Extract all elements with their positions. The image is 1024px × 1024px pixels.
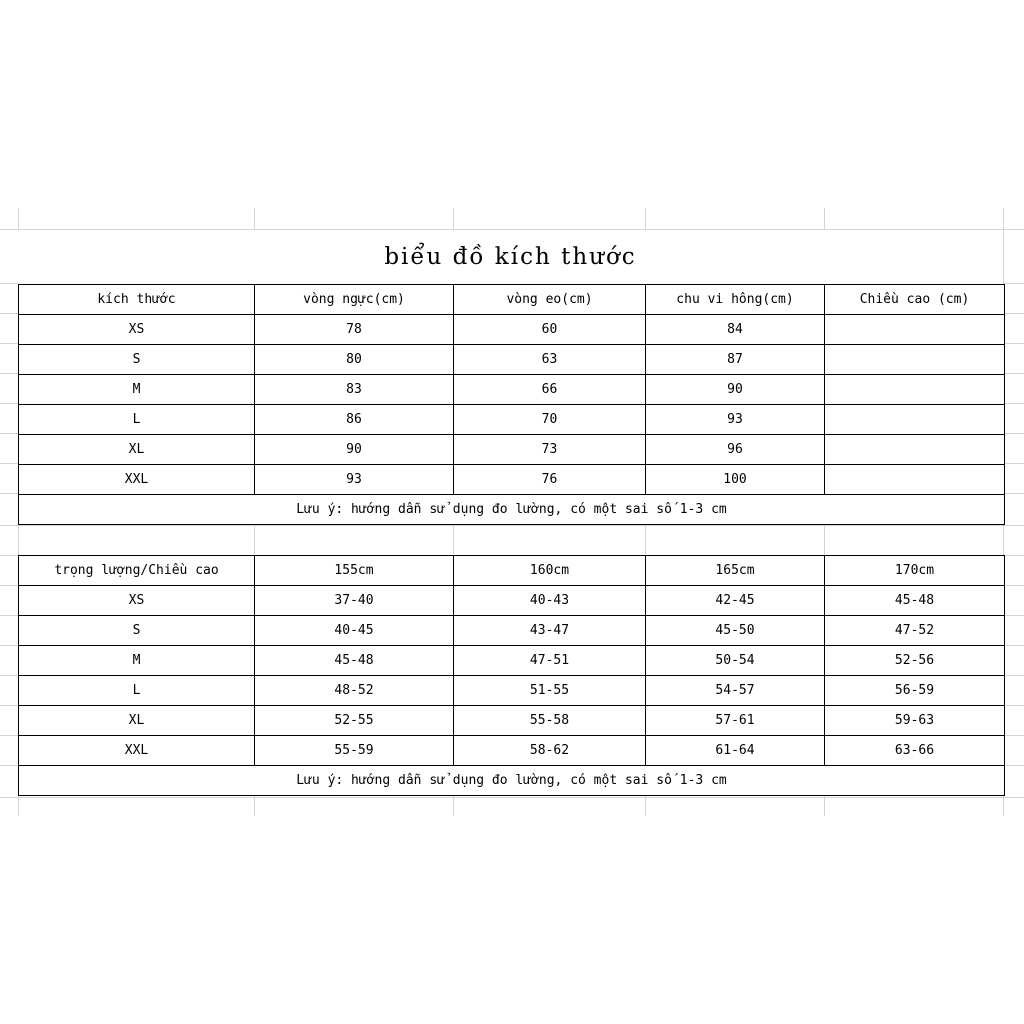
value-cell[interactable]: 60 <box>454 315 646 345</box>
value-cell[interactable]: 90 <box>646 375 825 405</box>
value-cell[interactable]: 45-48 <box>825 586 1005 616</box>
table-row <box>19 405 1005 435</box>
value-cell[interactable]: 76 <box>454 465 646 495</box>
size-label-cell[interactable]: XS <box>19 315 255 345</box>
value-cell[interactable]: 57-61 <box>646 706 825 736</box>
table-row <box>19 345 1005 375</box>
value-cell[interactable]: 84 <box>646 315 825 345</box>
value-cell[interactable]: 70 <box>454 405 646 435</box>
value-cell[interactable]: 66 <box>454 375 646 405</box>
value-cell[interactable]: 58-62 <box>454 736 646 766</box>
size-label-cell[interactable]: XL <box>19 435 255 465</box>
value-cell[interactable]: 59-63 <box>825 706 1005 736</box>
value-cell[interactable]: 52-55 <box>255 706 454 736</box>
value-cell[interactable]: 47-51 <box>454 646 646 676</box>
table-row <box>19 616 1005 646</box>
weight-height-header-cell[interactable]: trọng lượng/Chiều cao <box>19 556 255 586</box>
value-cell[interactable] <box>825 405 1005 435</box>
value-cell[interactable] <box>825 375 1005 405</box>
value-cell[interactable]: 40-45 <box>255 616 454 646</box>
size-label-cell[interactable]: XS <box>19 586 255 616</box>
table-row <box>19 646 1005 676</box>
size-label-cell[interactable]: S <box>19 616 255 646</box>
weight-height-header-cell[interactable]: 155cm <box>255 556 454 586</box>
weight-height-table <box>18 555 1005 796</box>
value-cell[interactable]: 61-64 <box>646 736 825 766</box>
table-row <box>19 465 1005 495</box>
value-cell[interactable]: 43-47 <box>454 616 646 646</box>
value-cell[interactable]: 83 <box>255 375 454 405</box>
value-cell[interactable]: 47-52 <box>825 616 1005 646</box>
value-cell[interactable]: 40-43 <box>454 586 646 616</box>
size-label-cell[interactable]: XL <box>19 706 255 736</box>
value-cell[interactable]: 100 <box>646 465 825 495</box>
table-row <box>19 706 1005 736</box>
size-label-cell[interactable]: L <box>19 676 255 706</box>
table-row <box>19 315 1005 345</box>
value-cell[interactable] <box>825 435 1005 465</box>
weight-height-header-cell[interactable]: 170cm <box>825 556 1005 586</box>
value-cell[interactable]: 42-45 <box>646 586 825 616</box>
value-cell[interactable]: 63-66 <box>825 736 1005 766</box>
gridline <box>0 797 1024 798</box>
value-cell[interactable]: 63 <box>454 345 646 375</box>
measurement-note-row <box>19 495 1005 525</box>
measurement-header-row <box>19 285 1005 315</box>
value-cell[interactable]: 52-56 <box>825 646 1005 676</box>
value-cell[interactable]: 37-40 <box>255 586 454 616</box>
value-cell[interactable]: 56-59 <box>825 676 1005 706</box>
value-cell[interactable]: 90 <box>255 435 454 465</box>
weight-height-header-cell[interactable]: 165cm <box>646 556 825 586</box>
measurement-header-cell[interactable]: chu vi hông(cm) <box>646 285 825 315</box>
value-cell[interactable]: 55-58 <box>454 706 646 736</box>
chart-title: biểu đồ kích thước <box>18 230 1003 284</box>
value-cell[interactable]: 78 <box>255 315 454 345</box>
value-cell[interactable]: 96 <box>646 435 825 465</box>
value-cell[interactable]: 73 <box>454 435 646 465</box>
value-cell[interactable]: 87 <box>646 345 825 375</box>
size-label-cell[interactable]: L <box>19 405 255 435</box>
size-label-cell[interactable]: M <box>19 646 255 676</box>
measurement-header-cell[interactable]: Chiều cao (cm) <box>825 285 1005 315</box>
value-cell[interactable]: 50-54 <box>646 646 825 676</box>
weight-height-note-row <box>19 766 1005 796</box>
size-label-cell[interactable]: S <box>19 345 255 375</box>
size-label-cell[interactable]: XXL <box>19 736 255 766</box>
value-cell[interactable]: 93 <box>646 405 825 435</box>
table-row <box>19 586 1005 616</box>
table-row <box>19 435 1005 465</box>
value-cell[interactable] <box>825 465 1005 495</box>
table-row <box>19 736 1005 766</box>
value-cell[interactable]: 54-57 <box>646 676 825 706</box>
size-label-cell[interactable]: XXL <box>19 465 255 495</box>
value-cell[interactable]: 80 <box>255 345 454 375</box>
value-cell[interactable]: 45-48 <box>255 646 454 676</box>
value-cell[interactable]: 93 <box>255 465 454 495</box>
gridline <box>0 525 1024 526</box>
table-row <box>19 676 1005 706</box>
value-cell[interactable] <box>825 345 1005 375</box>
value-cell[interactable]: 48-52 <box>255 676 454 706</box>
value-cell[interactable]: 55-59 <box>255 736 454 766</box>
measurement-note[interactable]: Lưu ý: hướng dẫn sử dụng đo lường, có một sai số 1-3 cm <box>19 495 1005 525</box>
value-cell[interactable]: 51-55 <box>454 676 646 706</box>
value-cell[interactable] <box>825 315 1005 345</box>
weight-height-header-row <box>19 556 1005 586</box>
measurement-header-cell[interactable]: vòng ngực(cm) <box>255 285 454 315</box>
measurement-header-cell[interactable]: kích thước <box>19 285 255 315</box>
value-cell[interactable]: 86 <box>255 405 454 435</box>
measurement-table <box>18 284 1005 525</box>
measurement-note[interactable]: Lưu ý: hướng dẫn sử dụng đo lường, có một sai số 1-3 cm <box>19 766 1005 796</box>
size-label-cell[interactable]: M <box>19 375 255 405</box>
weight-height-header-cell[interactable]: 160cm <box>454 556 646 586</box>
table-row <box>19 375 1005 405</box>
value-cell[interactable]: 45-50 <box>646 616 825 646</box>
measurement-header-cell[interactable]: vòng eo(cm) <box>454 285 646 315</box>
